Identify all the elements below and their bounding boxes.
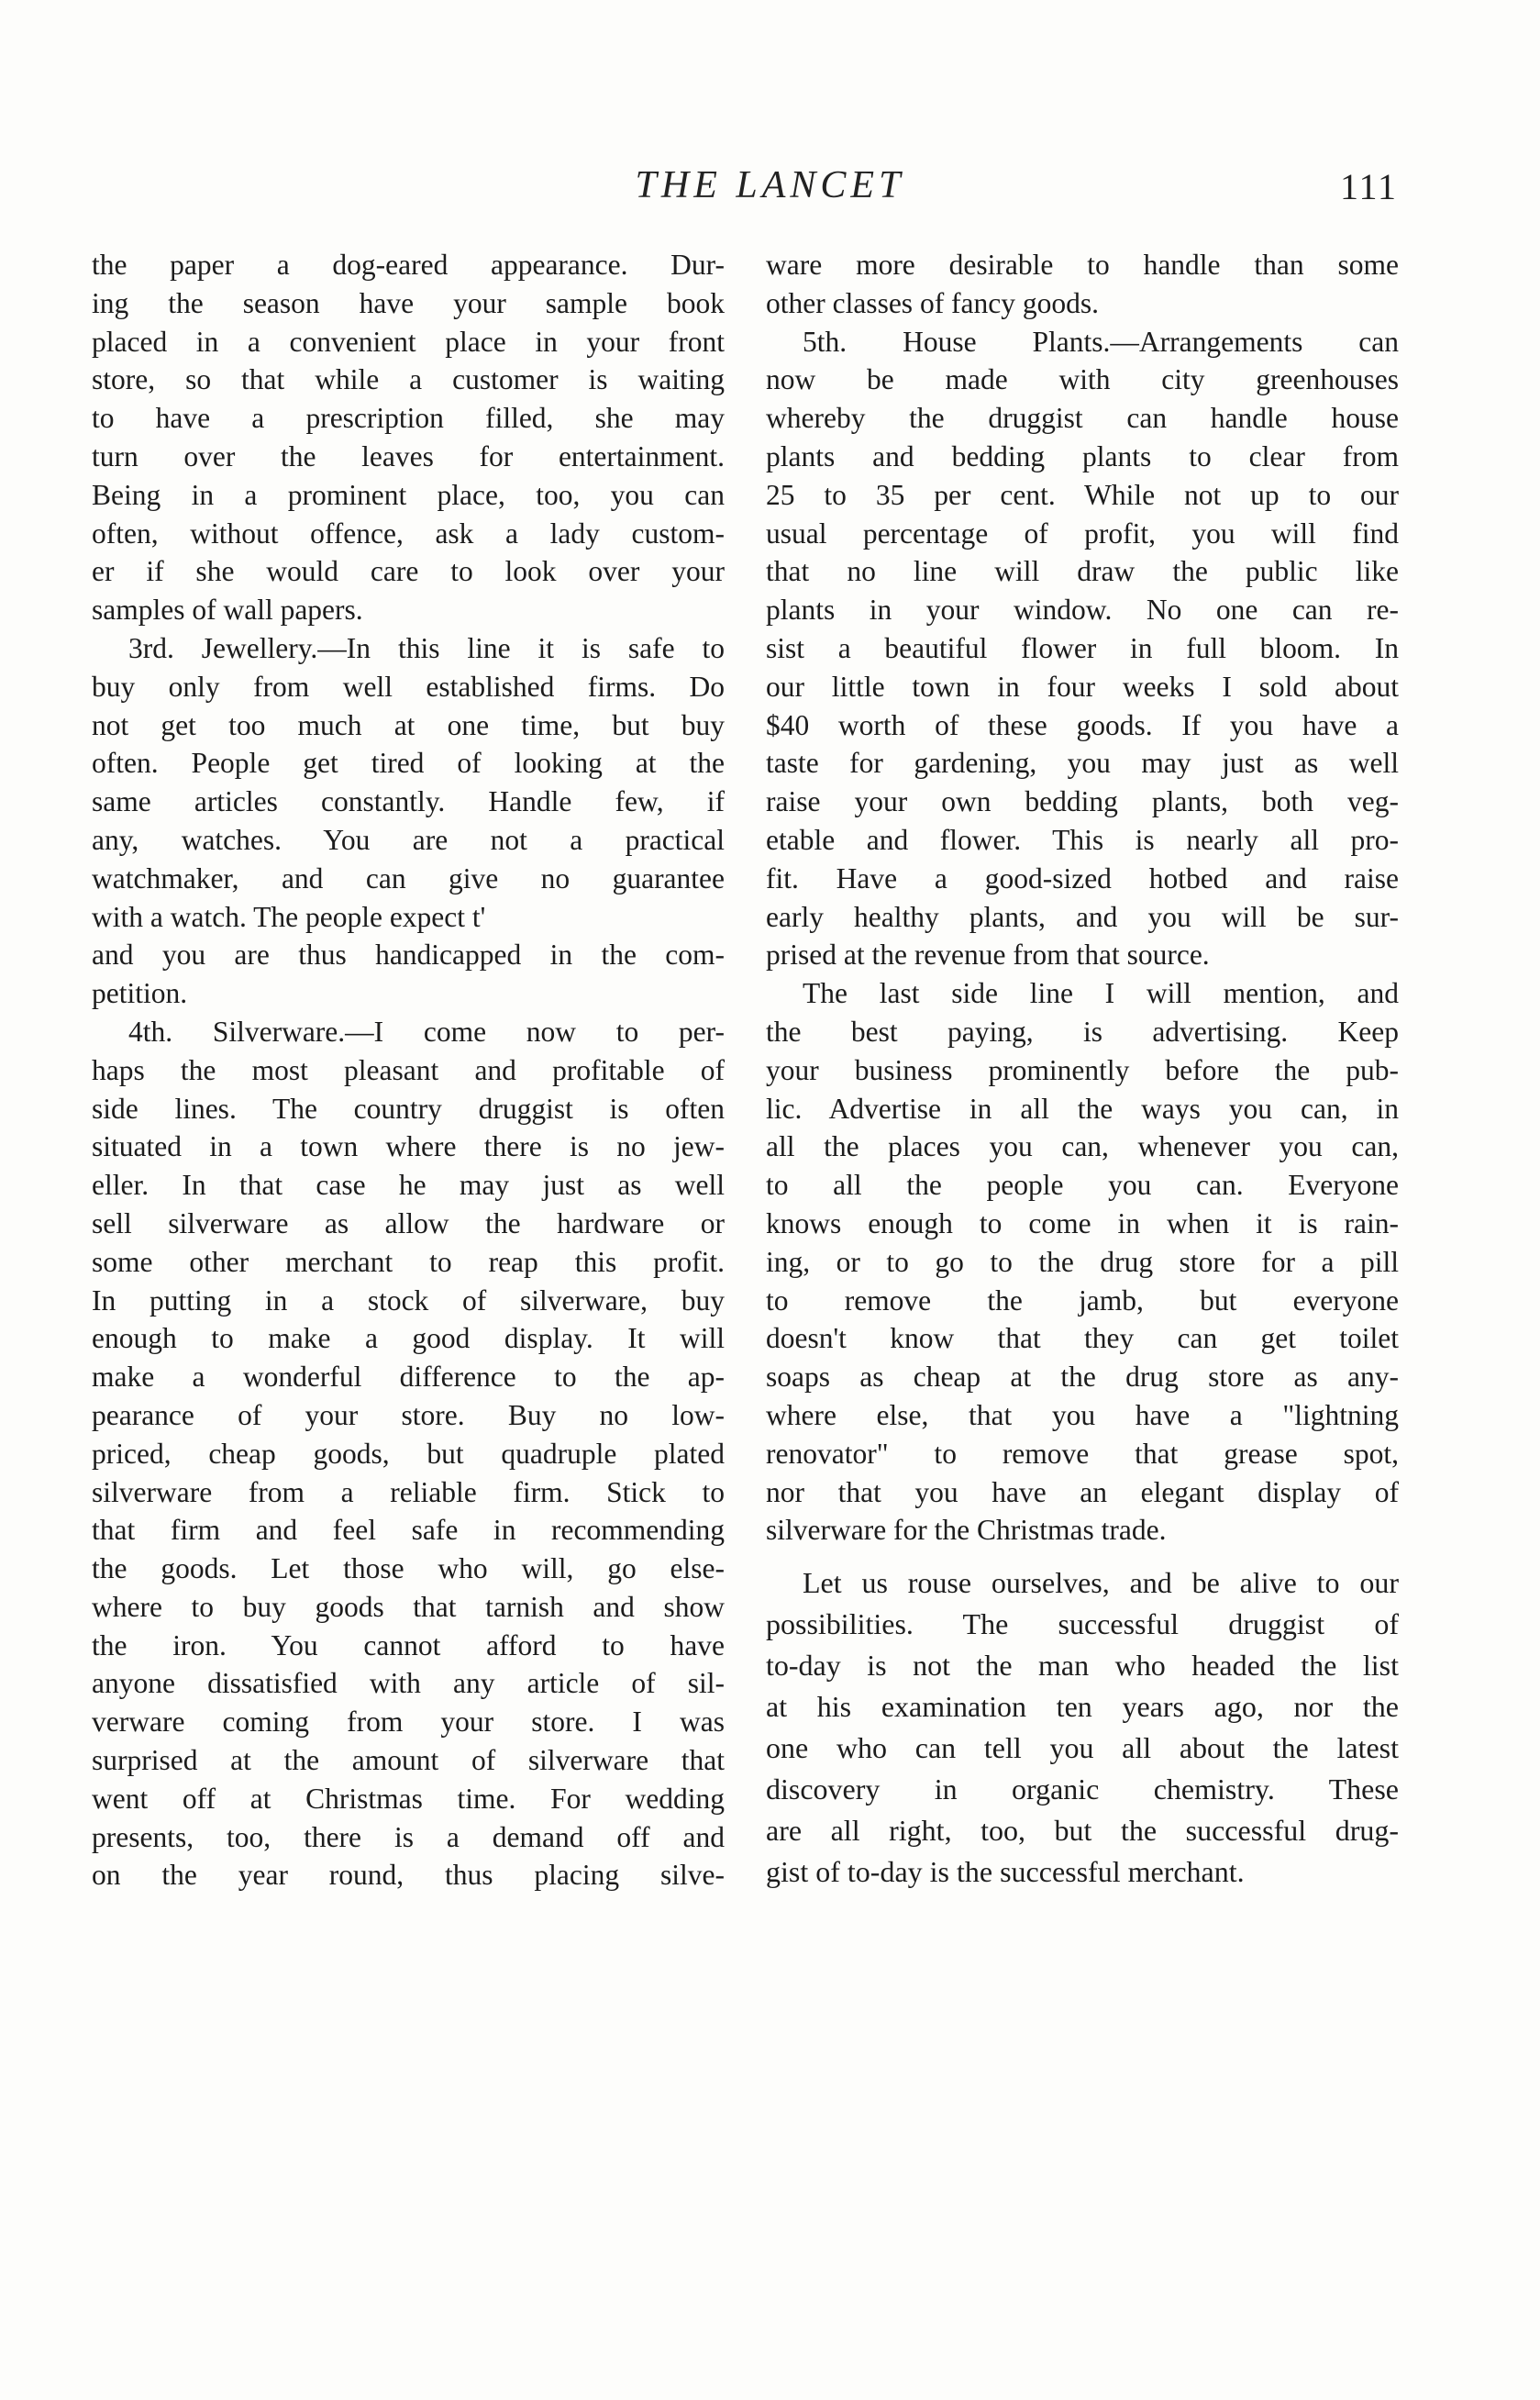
running-header-title: THE LANCET <box>635 164 905 206</box>
closing-paragraph <box>766 1562 1399 1893</box>
text-line: side lines. The country druggist is often <box>92 1092 725 1125</box>
text-line: some other merchant to reap this profit. <box>92 1245 725 1278</box>
text-line: knows enough to come in when it is rain- <box>766 1206 1399 1239</box>
text-line: all the places you can, whenever you can, <box>766 1130 1399 1163</box>
text-line: buy only from well established firms. Do <box>92 670 725 703</box>
text-line: not get too much at one time, but buy <box>92 708 725 741</box>
text-line: at his examination ten years ago, nor the <box>766 1690 1399 1724</box>
text-line: same articles constantly. Handle few, if <box>92 785 725 818</box>
text-line: sell silverware as allow the hardware or <box>92 1206 725 1239</box>
left-column <box>92 246 725 1894</box>
text-line: placed in a convenient place in your front <box>92 325 725 358</box>
text-line: pearance of your store. Buy no low- <box>92 1398 725 1431</box>
text-line: In putting in a stock of silverware, buy <box>92 1283 725 1317</box>
text-line: watchmaker, and can give no guarantee <box>92 861 725 894</box>
text-line: ing the season have your sample book <box>92 286 725 319</box>
text-line: presents, too, there is a demand off and <box>92 1820 725 1853</box>
text-line: plants in your window. No one can re- <box>766 594 1399 627</box>
text-line: discovery in organic chemistry. These <box>766 1772 1399 1806</box>
text-line: the iron. You cannot afford to have <box>92 1628 725 1661</box>
text-line: that firm and feel safe in recommending <box>92 1514 725 1547</box>
text-line: and you are thus handicapped in the com- <box>92 939 725 972</box>
text-line: 3rd. Jewellery.—In this line it is safe to <box>128 631 725 664</box>
text-line: other classes of fancy goods. <box>766 286 1100 319</box>
text-line: ware more desirable to handle than some <box>766 249 1399 281</box>
text-line: store, so that while a customer is waiting <box>92 363 725 396</box>
text-line: haps the most pleasant and profitable of <box>92 1053 725 1086</box>
text-line: turn over the leaves for entertainment. <box>92 439 725 472</box>
text-line: on the year round, thus placing silve- <box>92 1859 725 1892</box>
text-line: eller. In that case he may just as well <box>92 1169 725 1202</box>
text-line: samples of wall papers. <box>92 594 363 627</box>
text-line: that no line will draw the public like <box>766 555 1399 588</box>
text-line: where else, that you have a "lightning <box>766 1398 1399 1431</box>
text-line: priced, cheap goods, but quadruple plated <box>92 1437 725 1470</box>
text-line: usual percentage of profit, you will find <box>766 517 1399 550</box>
text-line: silverware for the Christmas trade. <box>766 1514 1167 1547</box>
text-line: to-day is not the man who headed the list <box>766 1649 1399 1683</box>
text-line: nor that you have an elegant display of <box>766 1475 1399 1508</box>
text-line: 25 to 35 per cent. While not up to our <box>766 478 1399 511</box>
text-line: renovator" to remove that grease spot, <box>766 1437 1399 1470</box>
text-line: with a watch. The people expect t' <box>92 900 486 933</box>
text-line: gist of to-day is the successful merchant. <box>766 1855 1245 1889</box>
text-line: sist a beautiful flower in full bloom. In <box>766 631 1399 664</box>
text-line: where to buy goods that tarnish and show <box>92 1590 725 1623</box>
text-line: possibilities. The successful druggist of <box>766 1607 1399 1641</box>
text-line: Being in a prominent place, too, you can <box>92 478 725 511</box>
text-line: the paper a dog-eared appearance. Dur- <box>92 249 725 281</box>
page-number: 111 <box>1339 166 1398 207</box>
text-line: the best paying, is advertising. Keep <box>766 1015 1399 1048</box>
text-line: situated in a town where there is no jew- <box>92 1130 725 1163</box>
text-line: one who can tell you all about the latest <box>766 1731 1399 1765</box>
text-line: taste for gardening, you may just as well <box>766 747 1399 780</box>
text-line: prised at the revenue from that source. <box>766 939 1210 972</box>
text-line: any, watches. You are not a practical <box>92 823 725 856</box>
text-line: to have a prescription filled, she may <box>92 402 725 435</box>
text-line: whereby the druggist can handle house <box>766 402 1399 435</box>
text-line: Let us rouse ourselves, and be alive to our <box>803 1566 1399 1600</box>
text-line: $40 worth of these goods. If you have a <box>766 708 1399 741</box>
text-line: plants and bedding plants to clear from <box>766 439 1399 472</box>
text-line: soaps as cheap at the drug store as any- <box>766 1361 1399 1394</box>
text-line: are all right, too, but the successful drug- <box>766 1814 1399 1848</box>
text-line: lic. Advertise in all the ways you can, in <box>766 1092 1399 1125</box>
text-line: petition. <box>92 977 188 1010</box>
text-line: to remove the jamb, but everyone <box>766 1283 1399 1317</box>
right-column <box>766 246 1399 1893</box>
text-line: silverware from a reliable firm. Stick to <box>92 1475 725 1508</box>
text-line: the goods. Let those who will, go else- <box>92 1552 725 1585</box>
right-column-body <box>766 246 1399 1550</box>
text-line: often. People get tired of looking at the <box>92 747 725 780</box>
text-line: 5th. House Plants.—Arrangements can <box>803 325 1399 358</box>
text-line: er if she would care to look over your <box>92 555 725 588</box>
text-line: fit. Have a good-sized hotbed and raise <box>766 861 1399 894</box>
text-line: ing, or to go to the drug store for a pill <box>766 1245 1399 1278</box>
text-line: make a wonderful difference to the ap- <box>92 1361 725 1394</box>
text-line: doesn't know that they can get toilet <box>766 1322 1399 1355</box>
text-line: surprised at the amount of silverware that <box>92 1744 725 1777</box>
text-line: now be made with city greenhouses <box>766 363 1399 396</box>
text-line: to all the people you can. Everyone <box>766 1169 1399 1202</box>
text-line: our little town in four weeks I sold about <box>766 670 1399 703</box>
text-line: often, without offence, ask a lady custom- <box>92 517 725 550</box>
text-line: The last side line I will mention, and <box>803 977 1399 1010</box>
text-line: raise your own bedding plants, both veg- <box>766 785 1399 818</box>
text-line: anyone dissatisfied with any article of sil- <box>92 1667 725 1700</box>
text-line: enough to make a good display. It will <box>92 1322 725 1355</box>
text-line: 4th. Silverware.—I come now to per- <box>128 1015 725 1048</box>
text-line: your business prominently before the pub- <box>766 1053 1399 1086</box>
text-line: early healthy plants, and you will be sur- <box>766 900 1399 933</box>
text-line: verware coming from your store. I was <box>92 1706 725 1739</box>
text-line: etable and flower. This is nearly all pro- <box>766 823 1399 856</box>
text-line: went off at Christmas time. For wedding <box>92 1782 725 1815</box>
